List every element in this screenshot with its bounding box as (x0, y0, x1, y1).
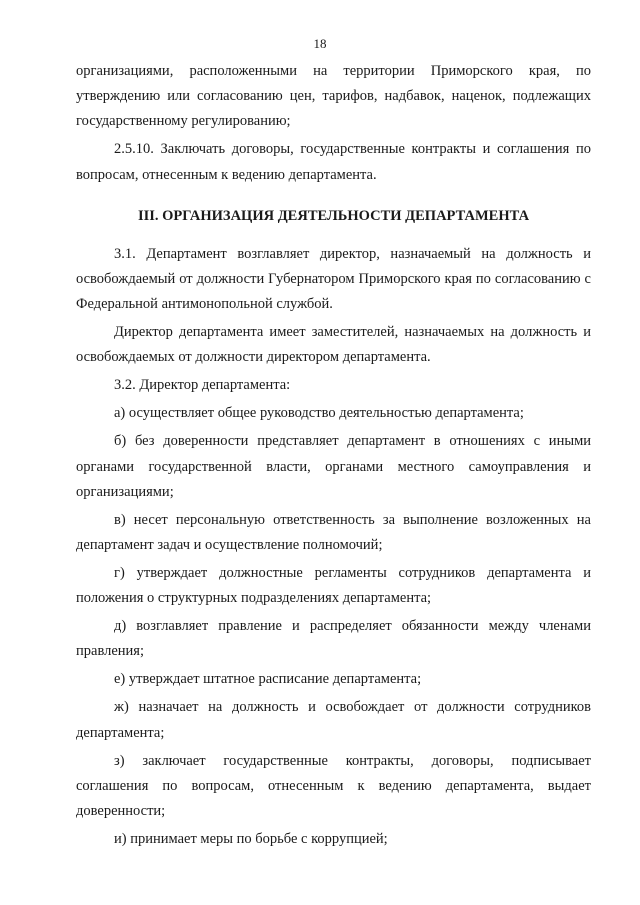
section-heading: III. ОРГАНИЗАЦИЯ ДЕЯТЕЛЬНОСТИ ДЕПАРТАМЕНТА (137, 207, 530, 224)
paragraph: з) заключает государственные контракты, договоры, подписывает соглашения по вопросам, отнесенным к ведению департамента, выдает доверенности; (76, 752, 591, 820)
paragraphs-before-heading (76, 59, 591, 188)
paragraphs-after-heading (76, 242, 591, 852)
page-number: 18 (313, 36, 327, 51)
paragraph: Директор департамента имеет заместителей, назначаемых на должность и освобождаемых от должности директором департамента. (76, 324, 591, 366)
paragraph: 2.5.10. Заключать договоры, государственные контракты и соглашения по вопросам, отнесенным к ведению департамента. (76, 141, 591, 183)
paragraph: г) утверждает должностные регламенты сотрудников департамента и положения о структурных подразделениях департамента; (76, 565, 591, 607)
paragraph: в) несет персональную ответственность за выполнение возложенных на департамент задач и осуществление полномочий; (76, 511, 591, 554)
paragraph: организациями, расположенными на территории Приморского края, по утверждению или согласованию цен, тарифов, надбавок, наценок, подлежащих государственному регулированию; (76, 63, 591, 130)
paragraph: 3.1. Департамент возглавляет директор, назначаемый на должность и освобождаемый от должности Губернатором Приморского края по согласованию с Федеральной антимонопольной службой. (76, 245, 591, 313)
paragraph: и) принимает меры по борьбе с коррупцией; (114, 831, 388, 848)
paragraph: а) осуществляет общее руководство деятельностью департамента; (114, 405, 524, 422)
paragraph: д) возглавляет правление и распределяет обязанности между членами правления; (76, 618, 591, 660)
document-body (76, 59, 591, 855)
paragraph: 3.2. Директор департамента: (114, 377, 291, 394)
paragraph: б) без доверенности представляет департамент в отношениях с иными органами государственной власти, органами местного самоуправления и организациями; (76, 433, 591, 500)
paragraph: ж) назначает на должность и освобождает от должности сотрудников департамента; (76, 699, 591, 741)
paragraph: е) утверждает штатное расписание департамента; (114, 671, 422, 688)
